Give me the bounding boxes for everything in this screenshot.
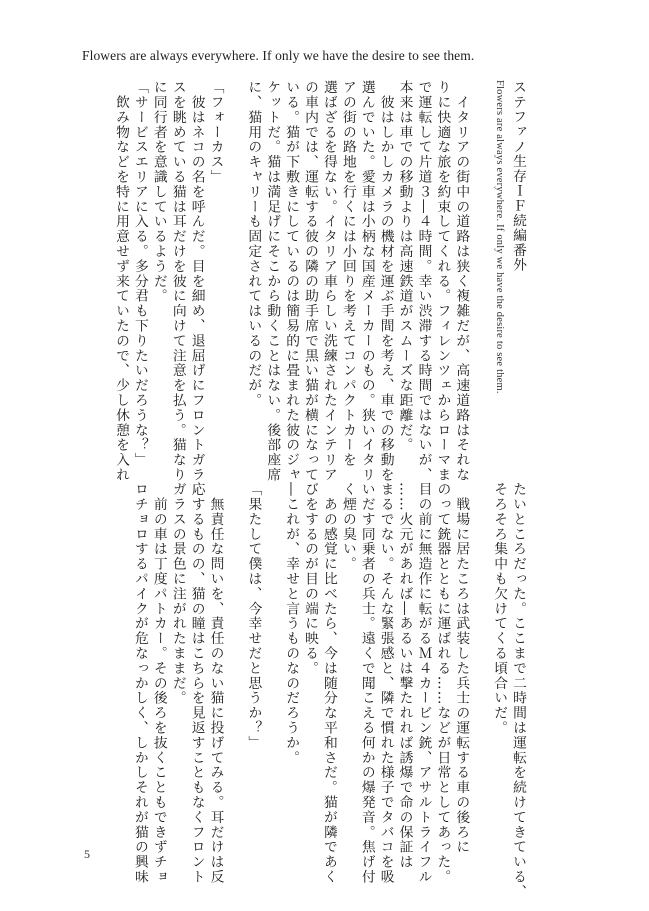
top-text-block — [80, 80, 527, 483]
text-line: りに快適な旅を約束してくれる。フィレンツェからローマま — [434, 80, 451, 483]
text-line: に、猫用のキャリーも固定されてはいるのだが。 — [245, 80, 262, 408]
chapter-subtitle: Flowers are always everywhere. If only we have the desire to see them. — [494, 80, 506, 394]
text-line: で運転して片道３―４時間。幸い渋滞する時間ではないが、 — [415, 80, 432, 483]
text-line: 選ばざるを得ない。イタリア車らしい洗練されたインテリア — [320, 80, 337, 483]
text-line: そろそろ集中も欠けてくる頃合いだ。 — [491, 482, 508, 736]
text-line: たいところだった。ここまで二時間は運転を続けてきている、 — [510, 482, 526, 900]
text-line: まるでない。そんな緊張感と、隣で慣れた様子でタバコを吸 — [377, 482, 394, 885]
text-line: 応するものの、猫の瞳はこちらを見返すこともなくフロント — [188, 482, 205, 885]
text-line: 「果たして僕は、今幸せだと思うか？」 — [245, 482, 262, 751]
bottom-text-block — [82, 482, 527, 900]
text-line: に同行者を意識しているようだ。 — [150, 80, 167, 304]
text-line: 前の車は丁度パトカー。その後ろを抜くこともできずチョ — [150, 482, 167, 885]
text-line: 目の前に無造作に転がるＭ４カービン銃、アサルトライフル — [415, 482, 432, 885]
text-line: 彼はしかしカメラの機材を運ぶ手間を考え、車での移動を — [377, 80, 394, 483]
text-line: の車内では、運転する彼の隣の助手席で黒い猫が横になって — [302, 80, 319, 483]
text-line: 飲み物などを特に用意せず来ていたので、少し休憩を入れ — [113, 80, 129, 483]
text-line: く煙の臭い。 — [339, 482, 356, 572]
text-line: のって銃器とともに運ばれる……などが日常としてあった。 — [434, 482, 451, 885]
text-line: 無責任な問いを、責任のない猫に投げてみる。耳だけは反 — [207, 482, 224, 885]
text-line: ロチョロするパイクが危なっかしく、しかしそれが猫の興味 — [131, 482, 148, 885]
text-line: 「サービスエリアに入る。多分君も下りたいだろうな？」 — [131, 80, 148, 468]
text-line: ガラスの景色に注がれたままだ。 — [169, 482, 186, 706]
header-quote: Flowers are always everywhere. If only we have the desire to see them. — [82, 48, 475, 63]
text-line: 彼はネコの名を呼んだ。目を細め、退屈げにフロントガラ — [188, 80, 205, 483]
page-number: 5 — [84, 847, 90, 861]
text-line: いる。猫が下敷きにしているのは簡易的に畳まれた彼のジャ — [283, 80, 300, 483]
text-line: アの街の路地を行くには小回りを考えてコンパクトカーを — [339, 80, 356, 468]
text-line: イタリアの街中の道路は狭く複雑だが、高速道路はそれな — [453, 80, 470, 483]
text-line: いだす同乗者の兵士。遠くで聞こえる何かの爆発音。焦げ付 — [358, 482, 375, 885]
text-line: ―これが、幸せと言うものなのだろうか。 — [283, 482, 300, 766]
text-line: 戦場に居たころは武装した兵士の運転する車の後ろに — [453, 482, 470, 855]
text-line: ケットだ。猫は満足げにそこから動くことはない。後部座席 — [264, 80, 281, 483]
text-line: 選んでいた。愛車は小柄な国産メーカーのもの。狭いイタリ — [358, 80, 375, 483]
text-line: あの感覚に比べたら、今は随分な平和さだ。猫が隣であく — [320, 482, 337, 885]
text-line: スを眺めている猫は耳だけを彼に向けて注意を払う。猫なり — [169, 80, 186, 483]
chapter-title: ステファノ生存ＩＦ続編番外 — [510, 80, 526, 273]
text-line: びをするのが目の端に映る。 — [302, 482, 319, 676]
text-line: 本来は車での移動よりは高速鉄道がスムーズな距離だ。 — [396, 80, 413, 453]
text-line: 「フォーカス」 — [207, 80, 224, 185]
text-line: ……火元があれば―あるいは撃たれれば誘爆で命の保証は — [396, 482, 413, 870]
